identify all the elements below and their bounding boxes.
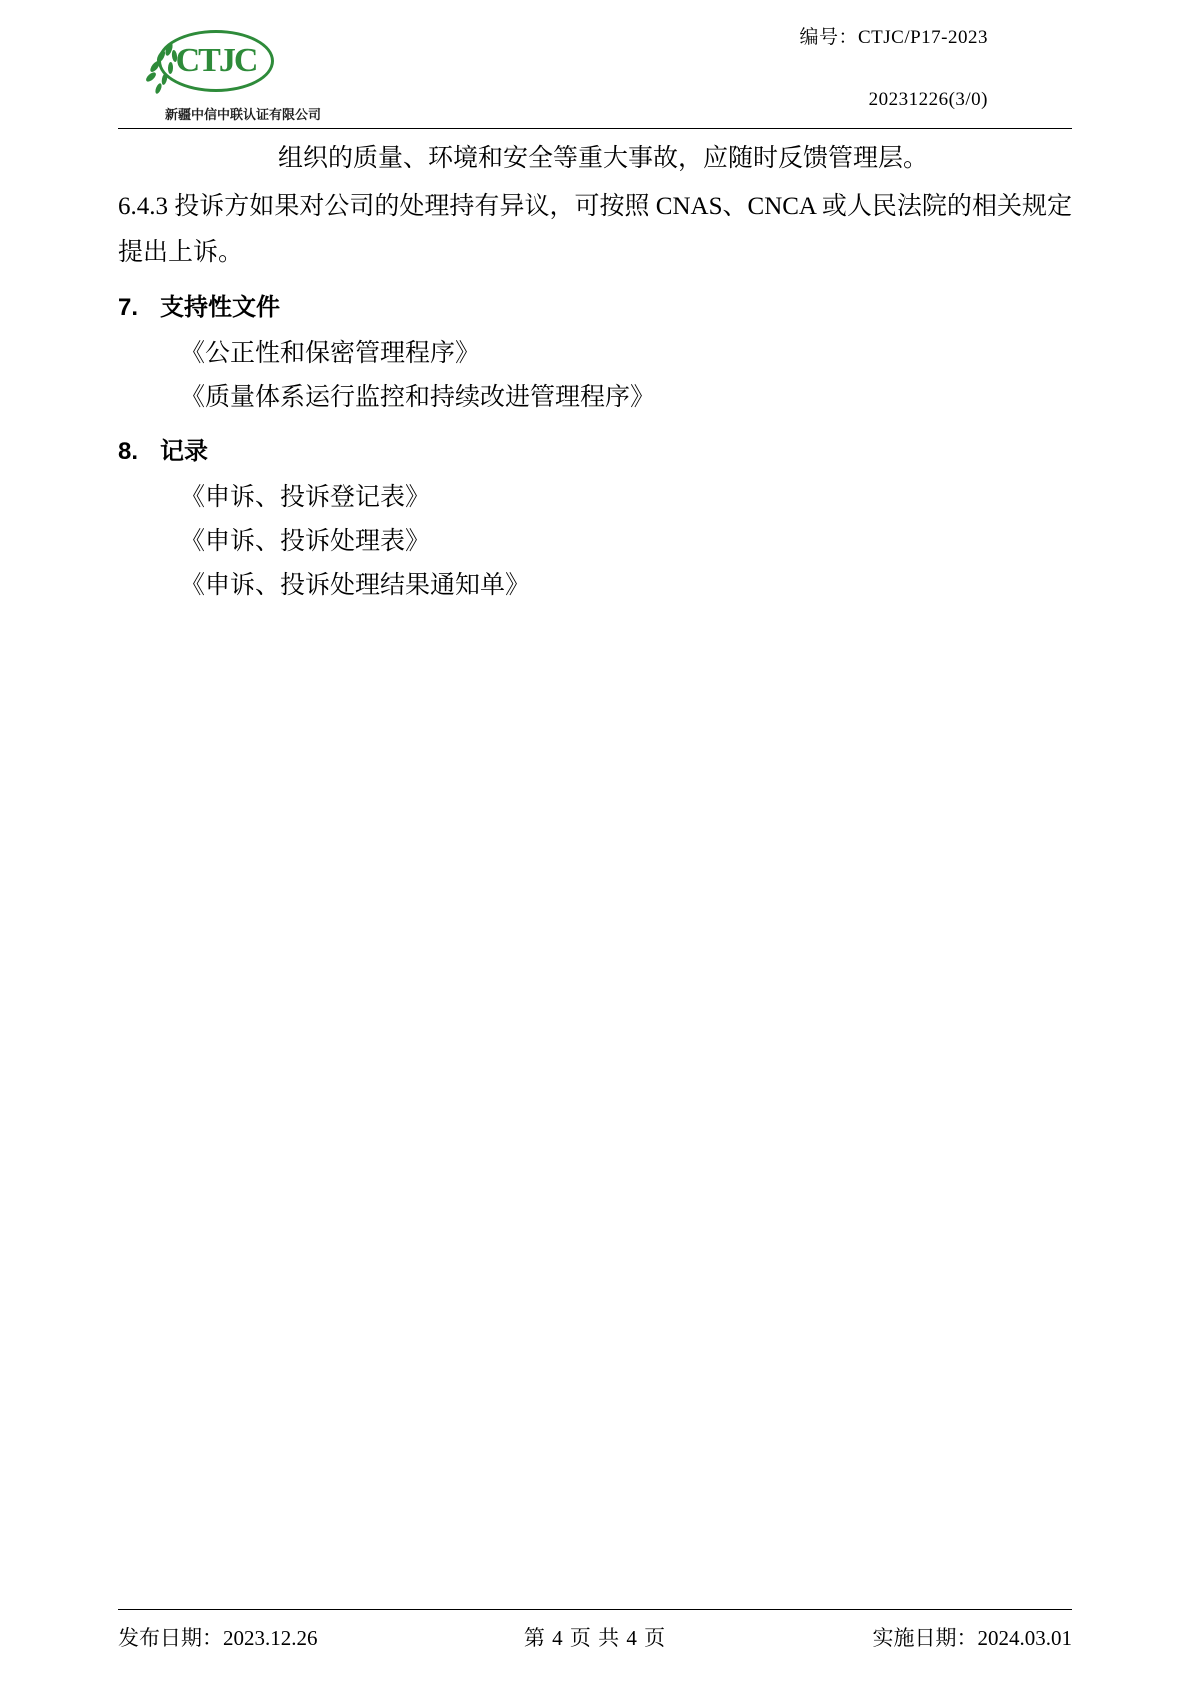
continued-paragraph: 组织的质量、环境和安全等重大事故，应随时反馈管理层。	[278, 145, 929, 172]
page-number: 第 4 页 共 4 页	[523, 1626, 667, 1650]
page-header	[118, 22, 988, 122]
section-number-7: 7.	[118, 294, 139, 321]
page-footer	[118, 1620, 1072, 1654]
list-item: 《申诉、投诉处理结果通知单》	[180, 572, 531, 599]
logo-mark-icon	[140, 22, 280, 102]
doc-code-row	[468, 22, 988, 49]
section-heading-7	[118, 284, 1072, 332]
logo-letters: CTJC	[175, 42, 257, 79]
issue-date: 发布日期：2023.12.26	[118, 1626, 318, 1650]
section-title-8: 记录	[160, 438, 208, 465]
effective-date: 实施日期：2024.03.01	[872, 1626, 1072, 1650]
doc-code-value: CTJC/P17-2023	[857, 27, 988, 48]
section-number-8: 8.	[118, 438, 139, 465]
section-title-7: 支持性文件	[160, 294, 280, 321]
list-item: 《公正性和保密管理程序》	[180, 340, 481, 367]
document-content	[118, 136, 1072, 608]
doc-code-label: 编号：	[799, 27, 858, 48]
footer-divider	[118, 1609, 1072, 1610]
list-item: 《申诉、投诉处理表》	[180, 528, 431, 555]
company-name: 新疆中信中联认证有限公司	[164, 107, 321, 122]
header-right-block	[468, 22, 988, 111]
section-heading-8	[118, 428, 1072, 476]
list-item: 《质量体系运行监控和持续改进管理程序》	[180, 384, 656, 411]
clause-6-4-3: 6.4.3 投诉方如果对公司的处理持有异议，可按照 CNAS、CNCA 或人民法院的相关规定提出上诉。	[118, 193, 1072, 266]
list-item: 《申诉、投诉登记表》	[180, 484, 431, 511]
company-logo	[118, 22, 378, 130]
doc-version: 20231226(3/0)	[868, 89, 988, 110]
header-divider	[118, 128, 1072, 129]
